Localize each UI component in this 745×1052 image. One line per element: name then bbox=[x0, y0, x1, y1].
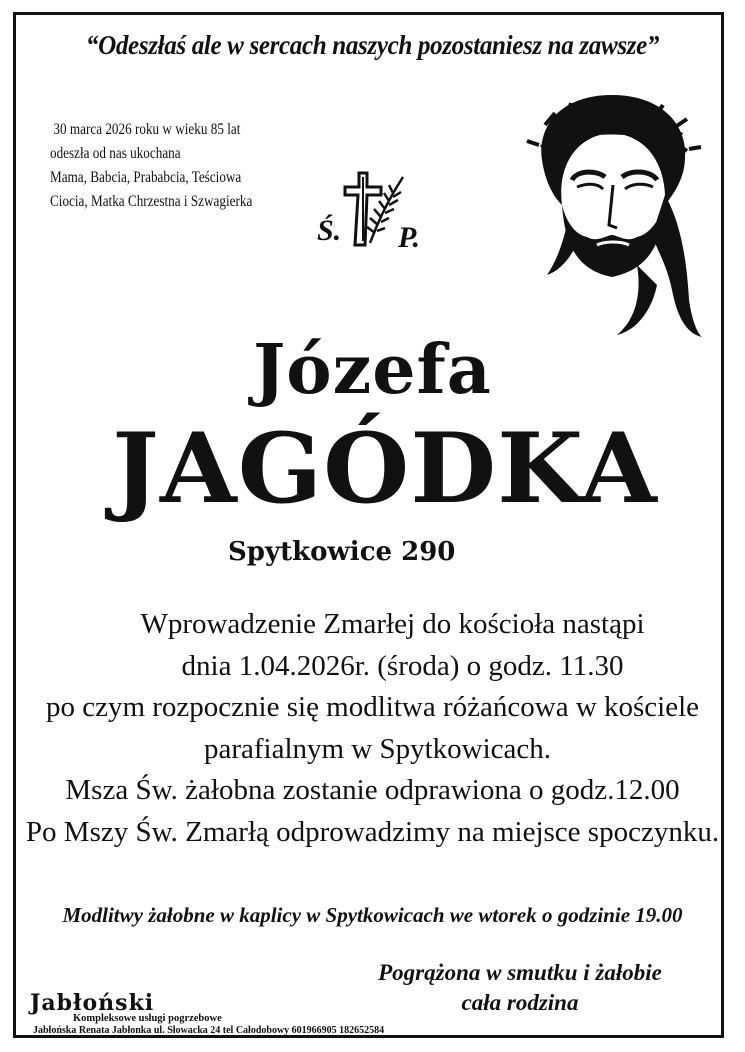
sp-cross-emblem bbox=[315, 165, 425, 255]
intro-line: odeszła od nas ukochana bbox=[50, 145, 181, 162]
funeral-home-contact: Jabłońska Renata Jabłonka ul. Słowacka 24 tel Całodobowy 601966905 182652584 bbox=[33, 1025, 385, 1036]
cross-with-palm-icon bbox=[345, 173, 403, 245]
intro-line: Mama, Babcia, Prababcia, Teściowa bbox=[50, 169, 242, 186]
mourners-line: Pogrążona w smutku i żałobie bbox=[378, 960, 662, 985]
funeral-home-tagline: Kompleksowe usługi pogrzebowe bbox=[73, 1013, 222, 1024]
intro-line: Ciocia, Matka Chrzestna i Szwagierka bbox=[50, 193, 253, 210]
jesus-crown-of-thorns-image bbox=[517, 85, 707, 340]
details-line: parafialnym w Spytkowicach. bbox=[203, 732, 552, 765]
deceased-first-name: Józefa bbox=[253, 330, 492, 410]
funeral-details bbox=[20, 604, 725, 853]
deceased-surname: JAGÓDKA bbox=[112, 412, 658, 525]
details-line: Po Mszy Św. Zmarłą odprowadzimy na miejsce spoczynku. bbox=[25, 815, 720, 848]
details-line: po czym rozpocznie się modlitwa różańcowa w kościele bbox=[45, 691, 700, 723]
funeral-home-logo: Jabłoński bbox=[30, 990, 155, 1016]
details-line: dnia 1.04.2026r. (środa) o godz. 11.30 bbox=[181, 649, 624, 682]
sp-left-text: Ś. bbox=[317, 214, 342, 247]
death-announcement bbox=[50, 118, 253, 214]
details-line: Wprowadzenie Zmarłej do kościoła nastąpi bbox=[140, 608, 645, 640]
intro-line: 30 marca 2026 roku w wieku 85 lat bbox=[53, 121, 241, 138]
deceased-address: Spytkowice 290 bbox=[228, 537, 456, 567]
details-line: Msza Św. żałobna zostanie odprawiona o godz.12.00 bbox=[65, 774, 680, 806]
memorial-quote: “Odeszłaś ale w sercach naszych pozostaniesz na zawsze” bbox=[85, 30, 660, 60]
sp-right-text: P. bbox=[398, 221, 420, 254]
prayer-announcement: Modlitwy żałobne w kaplicy w Spytkowicach we wtorek o godzinie 19.00 bbox=[62, 903, 683, 927]
mourners-signature bbox=[330, 958, 710, 1018]
mourners-line: cała rodzina bbox=[461, 990, 579, 1015]
